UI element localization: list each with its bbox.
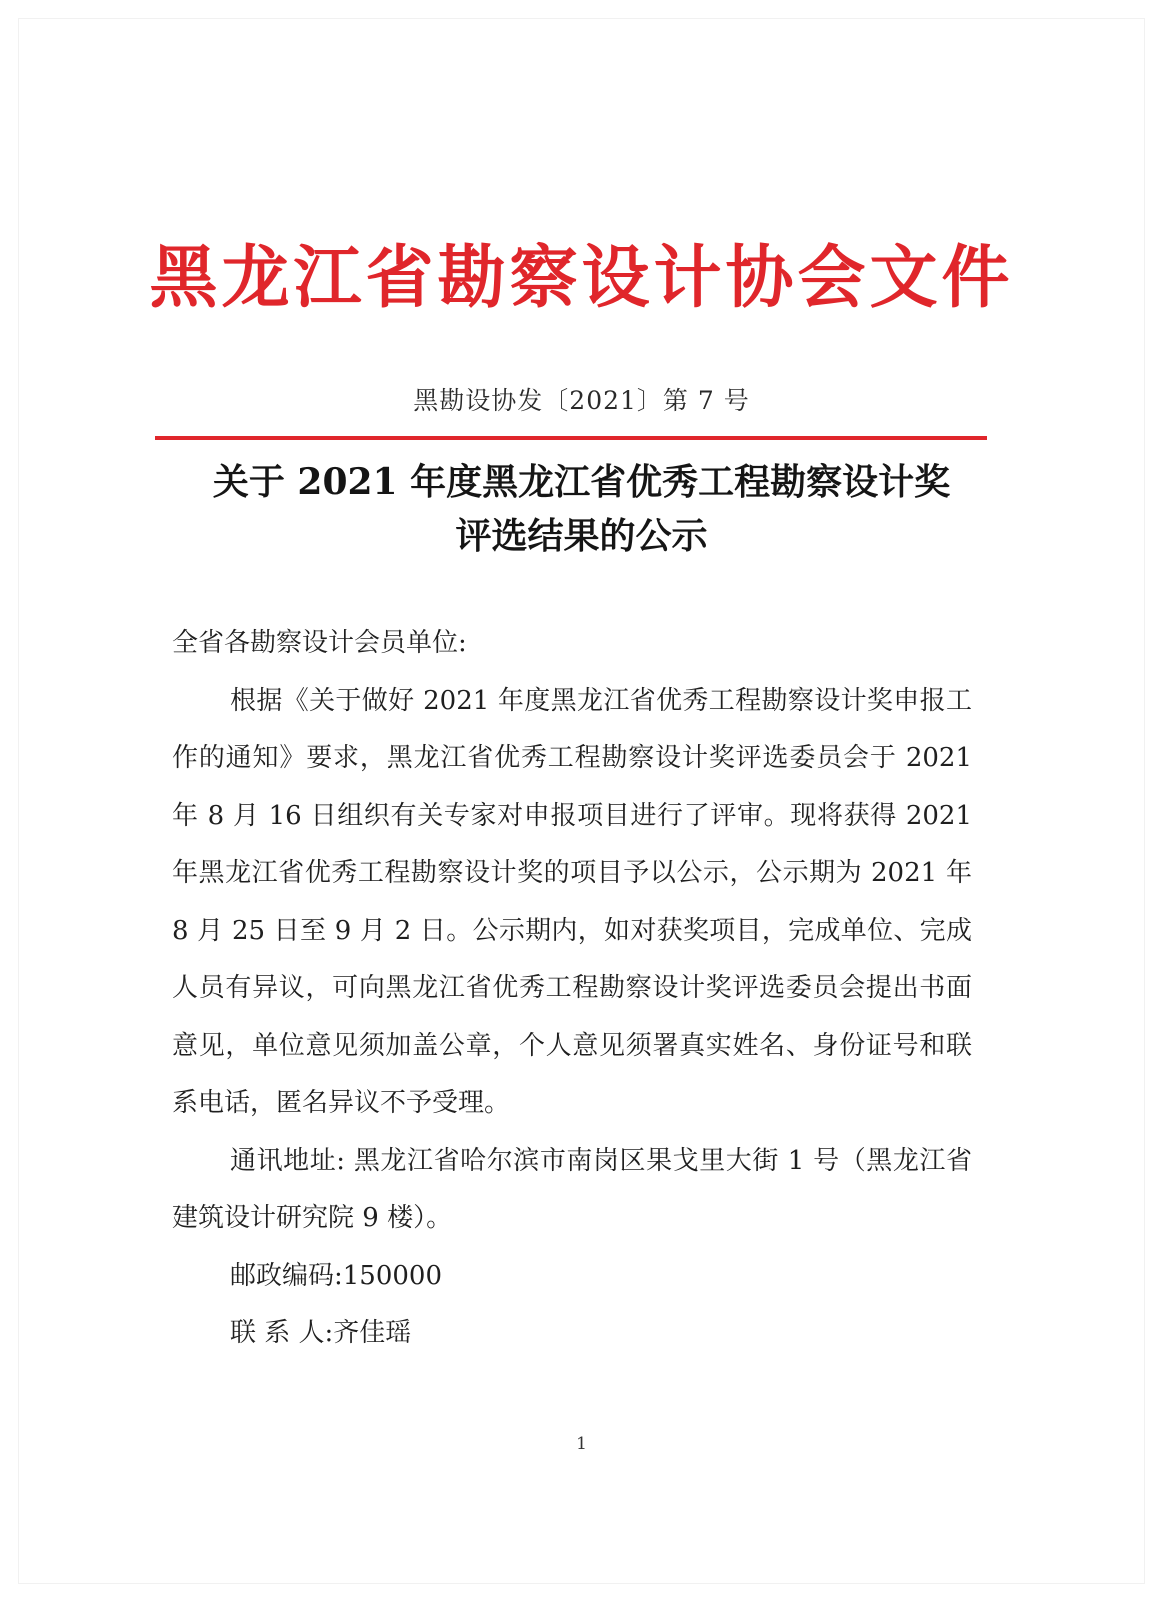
contact-person-line: 联 系 人:齐佳瑶 xyxy=(230,1318,412,1348)
notice-title-line-1: 关于 2021 年度黑龙江省优秀工程勘察设计奖 xyxy=(212,461,951,503)
notice-body xyxy=(172,615,972,1363)
main-paragraph: 根据《关于做好 2021 年度黑龙江省优秀工程勘察设计奖申报工作的通知》要求，黑龙江省优秀工程勘察设计奖评选委员会于 2021 年 8 月 16 日组织有关专家对申报项目进行了评审。现将获得 2021 年黑龙江省优秀工程勘察设计奖的项目予以公示，公示期为 2021 年 8 月 25 日至 9 月 2 日。公示期内，如对获奖项目，完成单位、完成人员有异议，可向黑龙江省优秀工程勘察设计奖评选委员会提出书面意见，单位意见须加盖公章，个人意见须署真实姓名、身份证号和联系电话，匿名异议不予受理。 xyxy=(172,685,972,1118)
postal-code-line: 邮政编码:150000 xyxy=(230,1260,443,1291)
red-separator-line xyxy=(155,436,987,440)
address-paragraph: 通讯地址: 黑龙江省哈尔滨市南岗区果戈里大街 1 号（黑龙江省建筑设计研究院 9 楼）。 xyxy=(172,1145,972,1233)
notice-title xyxy=(0,455,1163,563)
document-number: 黑勘设协发〔2021〕第 7 号 xyxy=(413,386,750,415)
page-number: 1 xyxy=(576,1434,587,1454)
issuer-header-title: 黑龙江省勘察设计协会文件 xyxy=(149,238,1014,318)
salutation: 全省各勘察设计会员单位: xyxy=(172,628,467,658)
notice-title-line-2: 评选结果的公示 xyxy=(455,515,708,557)
